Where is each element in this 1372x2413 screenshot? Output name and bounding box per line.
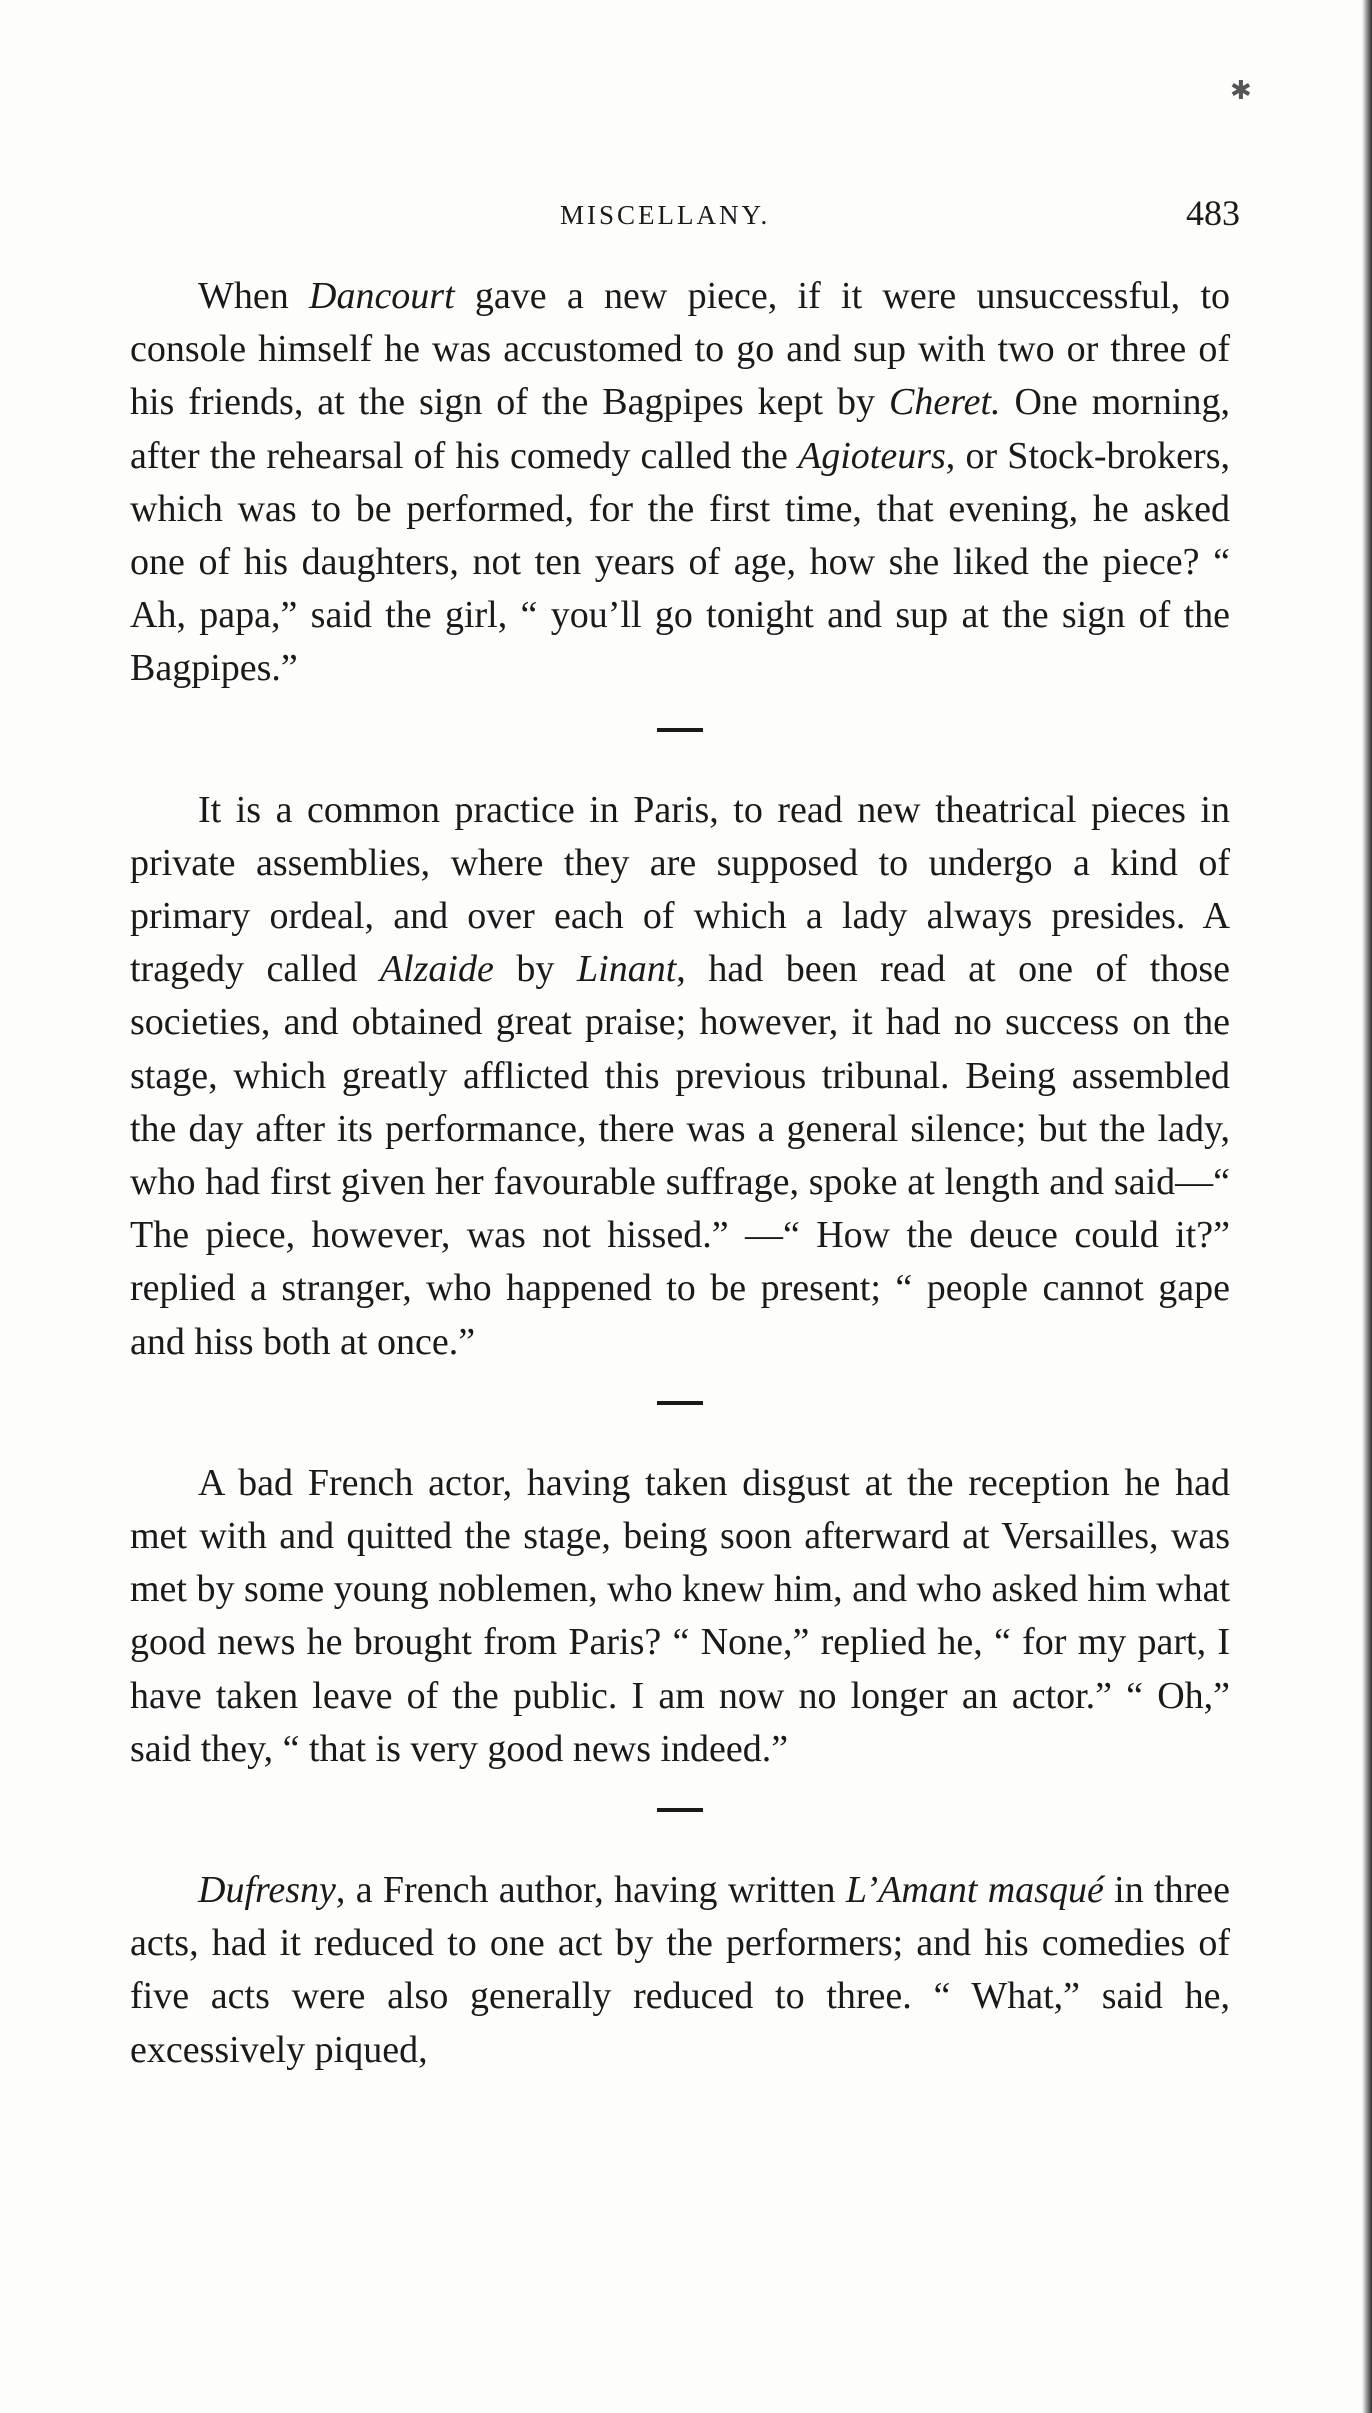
section-divider	[657, 1401, 703, 1405]
italic-text-run: L’Amant masqué	[845, 1869, 1104, 1912]
ink-speck-mark: ✱	[1230, 76, 1252, 106]
page-header	[130, 192, 1240, 242]
section-divider	[657, 1808, 703, 1812]
italic-text-run: Alzaide	[379, 948, 494, 991]
text-run: in three acts, had it reduced to one act by the performers; and his comedies of five acts were also generally reduced to three. “ What,” said he, excessively piqued,	[130, 1869, 1230, 2071]
text-run: , or Stock-brokers, which was to be performed, for the first time, that evening, he asked one of his daughters, not ten years of age, how she liked the piece? “ Ah, papa,” said the girl, “ you’ll go tonight and sup at the sign of the Bagpipes.”	[130, 434, 1230, 690]
page-edge-shadow	[1362, 0, 1372, 2413]
italic-text-run: Dancourt	[309, 275, 455, 317]
paragraph-dancourt	[130, 270, 1230, 696]
section-divider	[657, 728, 703, 732]
text-run: , had been read at one of those societies, and obtained great praise; however, it had no success on the stage, which greatly afflicted this previous tribunal. Being assembled the day after its performance, there was a general silence; but the lady, who had first given her favourable suffrage, spoke at length and said—“ The piece, however, was not hissed.” —“ How the deuce could it?” replied a stranger, who happened to be present; “ people cannot gape and hiss both at once.”	[130, 948, 1230, 1363]
text-run: gave a new piece, if it were unsuccessful, to console himself he was accustomed to go and sup with two or three of his friends, at the sign of the Bagpipes kept by	[130, 275, 1230, 424]
text-run: A bad French actor, having taken disgust at the reception he had met with and quitted the stage, being soon afterward at Versailles, was met by some young noblemen, who knew him, and who asked him what good news he brought from Paris? “ None,” replied he, “ for my part, I have taken leave of the public. I am now no longer an actor.” “ Oh,” said they, “ that is very good news indeed.”	[130, 1461, 1230, 1770]
italic-text-run: Linant	[577, 948, 677, 991]
text-run: When	[198, 275, 309, 317]
text-run: One morning, after the rehearsal of his comedy called the	[130, 381, 1230, 477]
text-run: by	[493, 948, 577, 991]
italic-text-run: Dufresny	[198, 1869, 336, 1912]
text-run: , a French author, having written	[335, 1869, 846, 1912]
page-number: 483	[1186, 193, 1240, 233]
paragraph-dufresny	[130, 1864, 1230, 2077]
italic-text-run: Agioteurs	[798, 434, 946, 477]
italic-text-run: Cheret.	[889, 381, 1001, 424]
text-run: It is a common practice in Paris, to read new theatrical pieces in private assemblies, where they are supposed to undergo a kind of primary ordeal, and over each of which a lady always presides. A tragedy called	[130, 788, 1230, 991]
paragraph-french-actor	[130, 1457, 1230, 1776]
body-text	[130, 270, 1230, 2077]
paragraph-alzaide	[130, 784, 1230, 1369]
running-head: MISCELLANY.	[560, 200, 771, 230]
